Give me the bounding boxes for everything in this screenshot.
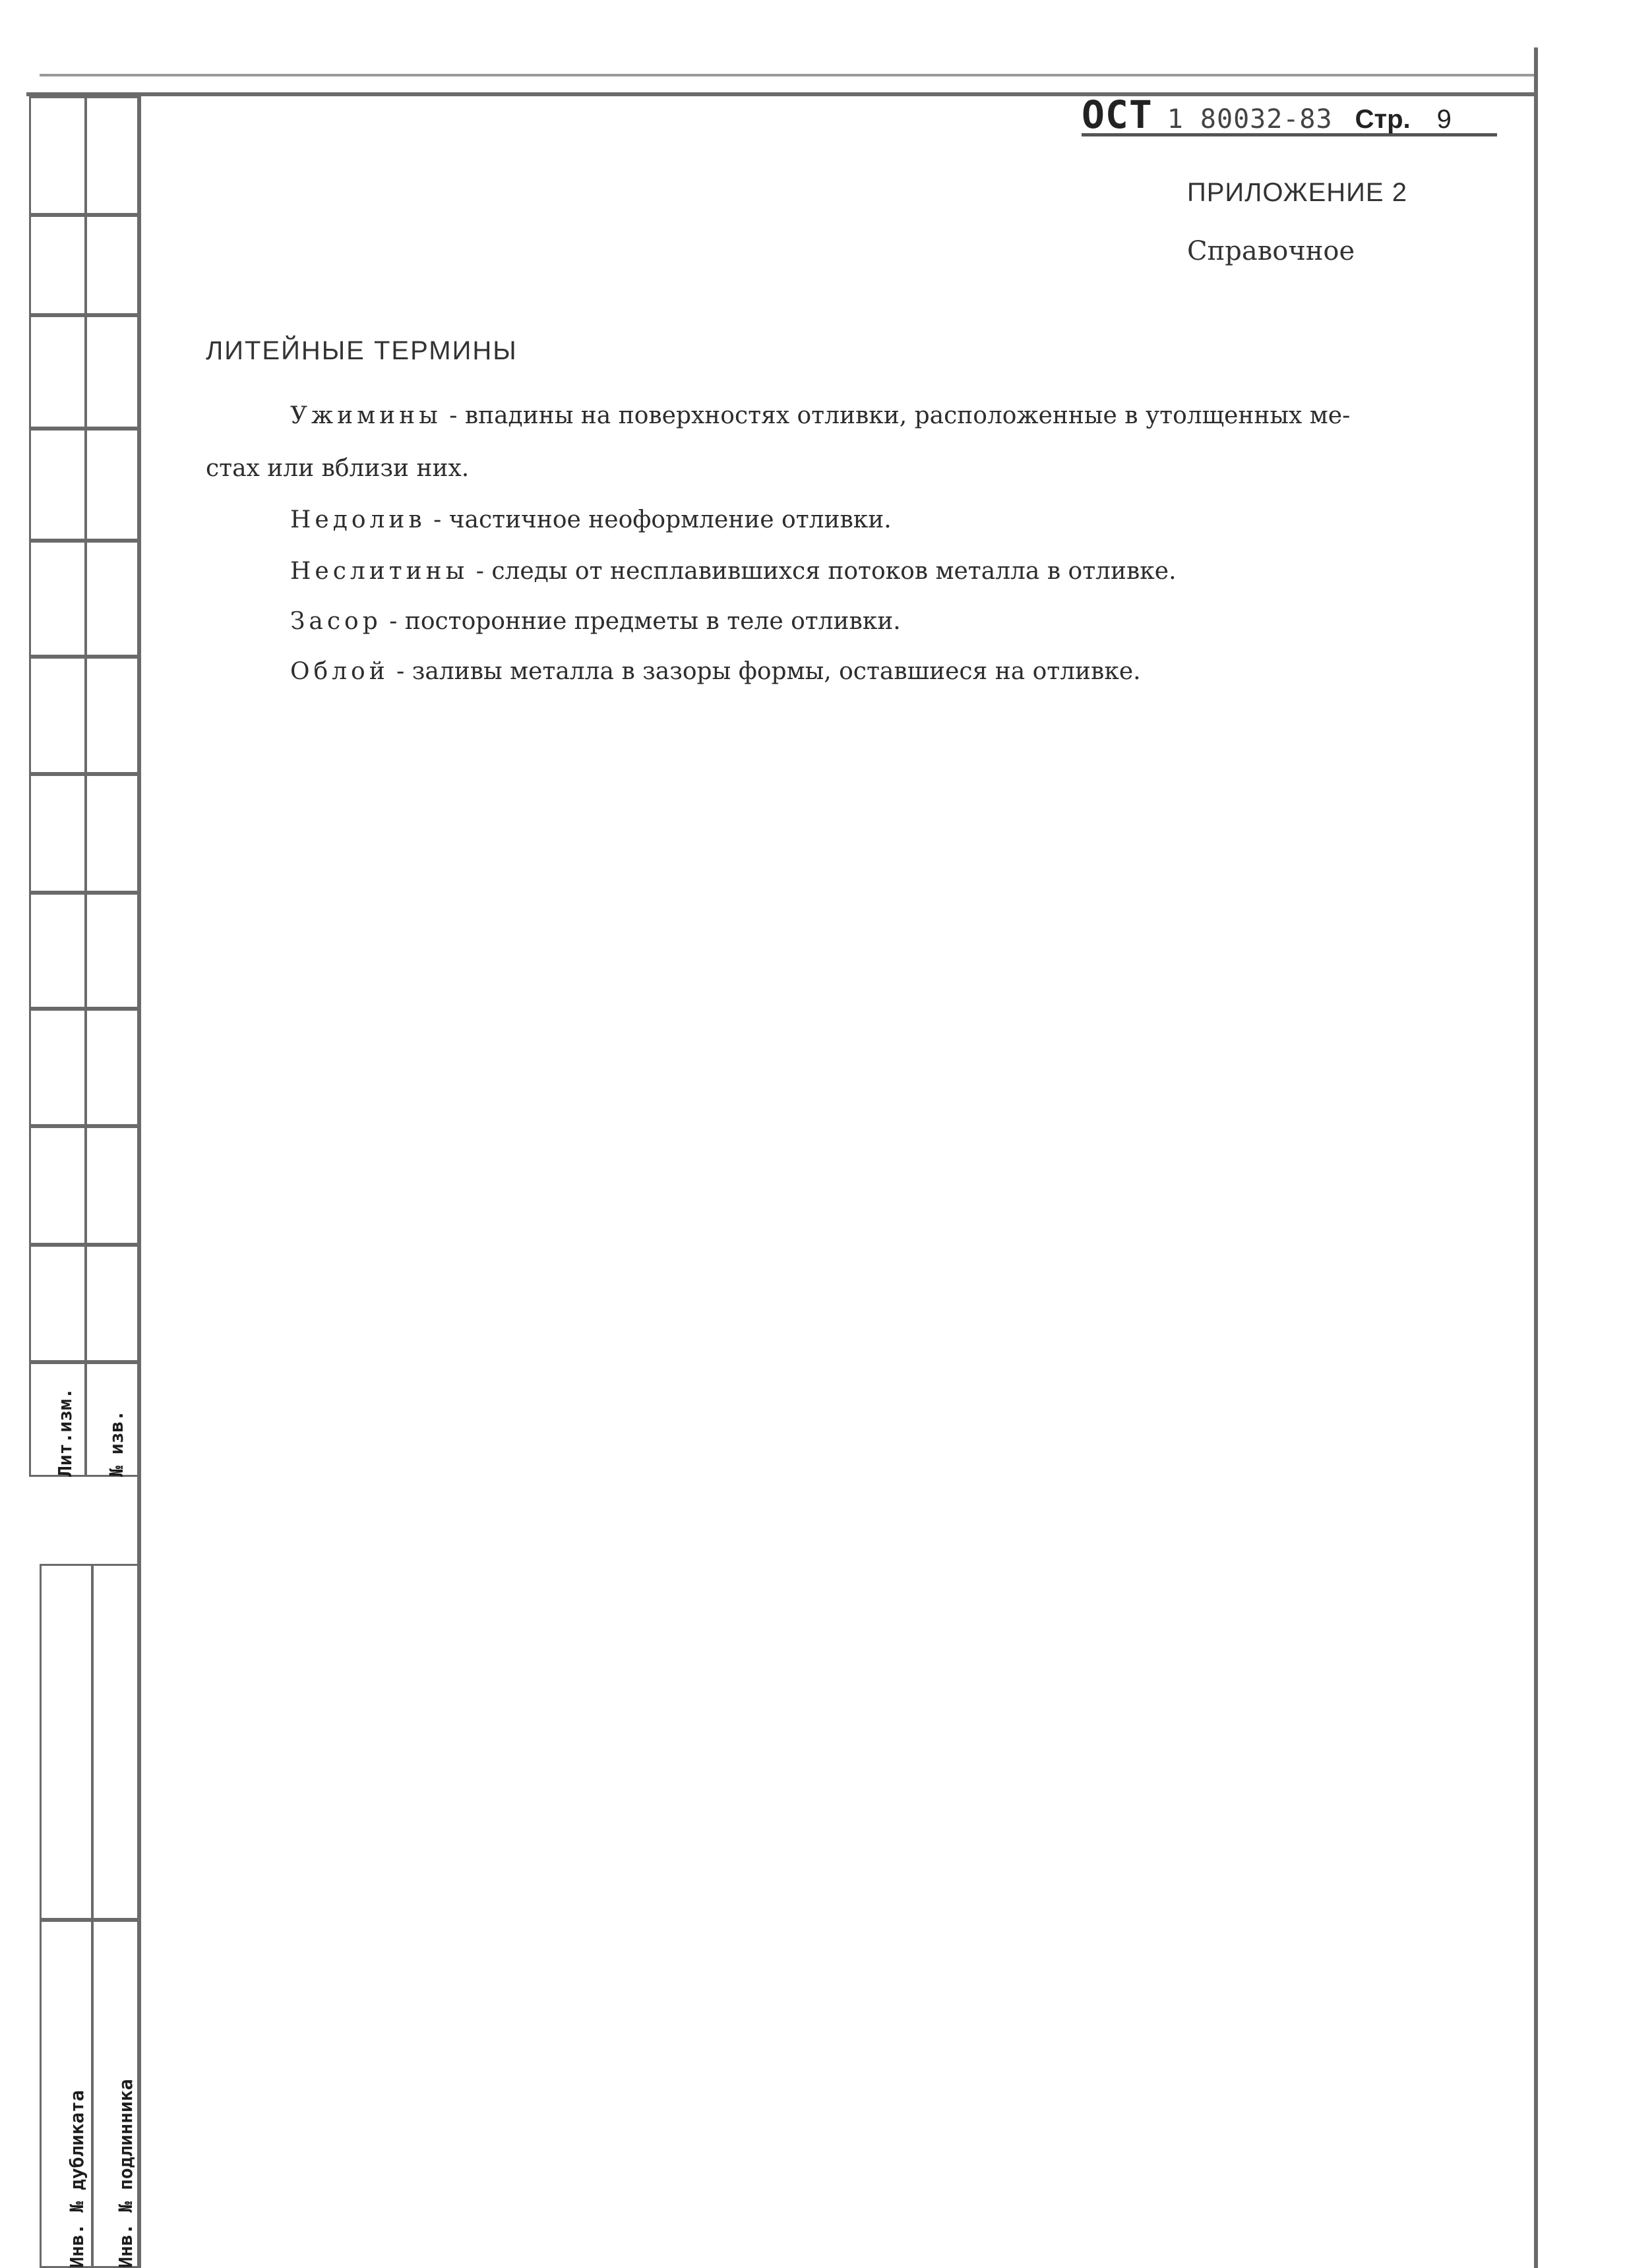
- document-header: [1082, 92, 1497, 136]
- term-entry: [290, 402, 1350, 429]
- term-definition: - впадины на поверхностях отливки, расположенные в утолщенных ме-: [441, 402, 1351, 429]
- frame-right-border: [1534, 47, 1538, 2268]
- term-name: Недолив: [290, 506, 426, 533]
- frame-top-edge: [40, 74, 1537, 76]
- term-definition: - частичное неоформление отливки.: [425, 506, 892, 533]
- term-definition: - посторонние предметы в теле отливки.: [381, 608, 901, 635]
- term-entry: [290, 558, 1177, 585]
- term-definition: - следы от несплавившихся потоков металла в отливке.: [468, 558, 1177, 585]
- appendix-subtitle: Справочное: [1187, 236, 1355, 266]
- page-label: Стр.: [1355, 105, 1411, 134]
- term-entry: [290, 506, 892, 533]
- lit-izm-label: Лит.изм.: [54, 1388, 76, 1477]
- term-name: Засор: [290, 608, 382, 635]
- term-name: Неслитины: [290, 558, 469, 585]
- page-number: 9: [1436, 105, 1452, 134]
- term-continuation: стах или вблизи них.: [206, 455, 470, 482]
- appendix-title: ПРИЛОЖЕНИЕ 2: [1187, 178, 1407, 207]
- term-definition: - заливы металла в зазоры формы, оставшиеся на отливке.: [388, 658, 1141, 685]
- doc-number: 1 80032-83: [1167, 104, 1333, 134]
- section-title: ЛИТЕЙНЫЕ ТЕРМИНЫ: [206, 336, 518, 365]
- term-name: Ужимины: [290, 402, 442, 429]
- no-izv-label: № изв.: [106, 1410, 127, 1477]
- inv-podlinnika-label: Инв. № подлинника: [115, 2079, 137, 2268]
- term-entry: [290, 658, 1141, 685]
- term-entry: [290, 608, 901, 635]
- inv-dublikata-label: Инв. № дубликата: [66, 2090, 88, 2268]
- term-name: Облой: [290, 658, 389, 685]
- doc-code: ОСТ: [1082, 92, 1153, 137]
